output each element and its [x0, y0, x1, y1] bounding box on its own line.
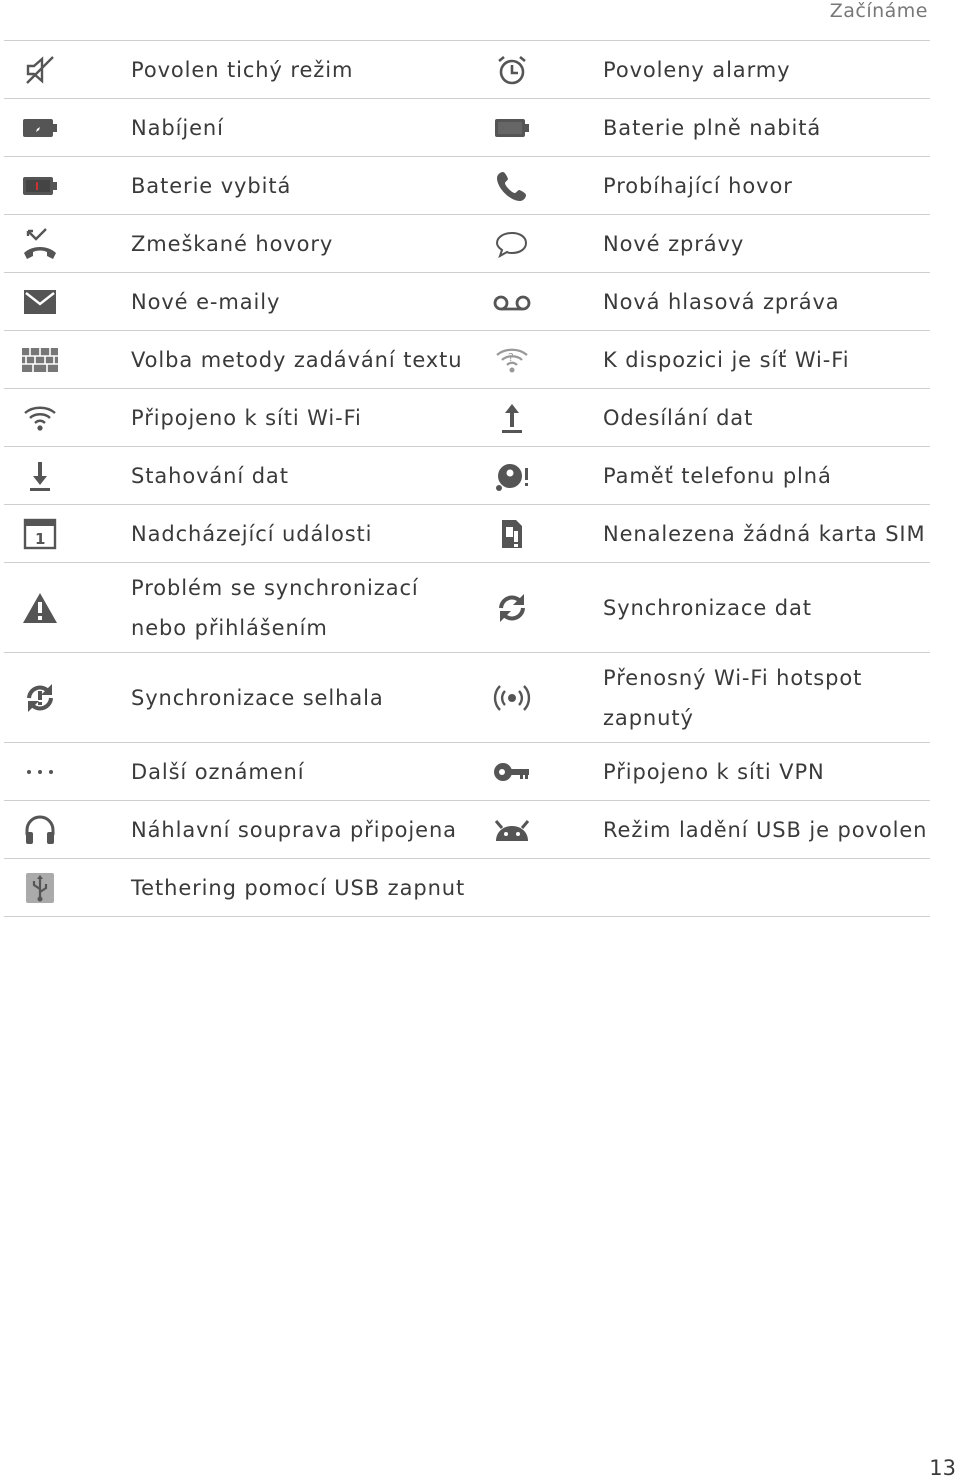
- table-cell: [476, 505, 930, 562]
- email-icon: [4, 289, 76, 315]
- svg-text:1: 1: [35, 529, 46, 548]
- table-cell: [4, 653, 476, 742]
- table-row: [4, 273, 930, 331]
- table-cell: [4, 859, 476, 916]
- table-cell: [476, 157, 930, 214]
- vpn-key-icon: [476, 760, 548, 784]
- alarm-icon: [476, 53, 548, 87]
- row-label: Náhlavní souprava připojena: [131, 817, 457, 842]
- table-cell-empty: [476, 859, 930, 916]
- row-label: Povolen tichý režim: [131, 57, 354, 82]
- storage-full-icon: [476, 459, 548, 493]
- table-cell: [476, 801, 930, 858]
- page-number: 13: [929, 1456, 956, 1480]
- table-row: [4, 157, 930, 215]
- table-cell: [4, 389, 476, 446]
- battery-charging-icon: [4, 116, 76, 140]
- table-cell: [4, 215, 476, 272]
- table-cell: [4, 447, 476, 504]
- row-label: Volba metody zadávání textu: [131, 347, 463, 372]
- table-row: [4, 653, 930, 743]
- svg-text:?: ?: [508, 350, 514, 364]
- hotspot-icon: [476, 681, 548, 715]
- row-label: Nadcházející události: [131, 521, 373, 546]
- table-cell: [476, 215, 930, 272]
- row-label: Nové e-maily: [131, 289, 281, 314]
- table-cell: [476, 41, 930, 98]
- usb-debug-icon: [476, 815, 548, 845]
- row-label: Připojeno k síti Wi-Fi: [131, 405, 362, 430]
- row-label: Synchronizace dat: [603, 595, 812, 620]
- row-label: Nenalezena žádná karta SIM: [603, 521, 926, 546]
- message-icon: [476, 229, 548, 259]
- call-icon: [476, 169, 548, 203]
- voicemail-icon: [476, 292, 548, 312]
- row-label: Zmeškané hovory: [131, 231, 334, 256]
- table-row: [4, 505, 930, 563]
- wifi-connected-icon: [4, 403, 76, 433]
- more-icon: [4, 767, 76, 777]
- table-row: [4, 743, 930, 801]
- row-label: Synchronizace selhala: [131, 685, 384, 710]
- row-label: Baterie vybitá: [131, 173, 292, 198]
- wifi-available-icon: [476, 345, 548, 375]
- table-row: [4, 215, 930, 273]
- table-cell: [4, 801, 476, 858]
- table-cell: [4, 99, 476, 156]
- table-cell: [476, 743, 930, 800]
- row-label: K dispozici je síť Wi-Fi: [603, 347, 850, 372]
- table-cell: [476, 273, 930, 330]
- row-label: Připojeno k síti VPN: [603, 759, 825, 784]
- row-label: Stahování dat: [131, 463, 289, 488]
- silent-mode-icon: [4, 53, 76, 87]
- row-label: Probíhající hovor: [603, 173, 793, 198]
- table-row: [4, 389, 930, 447]
- table-cell: [476, 99, 930, 156]
- row-label: Nové zprávy: [603, 231, 745, 256]
- section-header: Začínáme: [829, 0, 928, 22]
- calendar-icon: [4, 517, 76, 551]
- keyboard-icon: [4, 347, 76, 373]
- headset-icon: [4, 813, 76, 847]
- upload-icon: [476, 401, 548, 435]
- row-label: Problém se synchronizací nebo přihlášením: [131, 575, 419, 640]
- row-label: Přenosný Wi-Fi hotspot zapnutý: [603, 665, 863, 730]
- row-label: Režim ladění USB je povolen: [603, 817, 928, 842]
- row-label: Nabíjení: [131, 115, 224, 140]
- table-cell: [4, 41, 476, 98]
- row-label: Nová hlasová zpráva: [603, 289, 840, 314]
- table-cell: [476, 389, 930, 446]
- table-cell: [4, 157, 476, 214]
- usb-tethering-icon: [4, 871, 76, 905]
- table-row: [4, 41, 930, 99]
- row-label: Další oznámení: [131, 759, 305, 784]
- no-sim-icon: [476, 517, 548, 551]
- table-row: [4, 99, 930, 157]
- table-row: [4, 859, 930, 917]
- row-label: Baterie plně nabitá: [603, 115, 822, 140]
- sync-icon: [476, 591, 548, 625]
- row-label: Odesílání dat: [603, 405, 754, 430]
- table-cell: [4, 273, 476, 330]
- battery-full-icon: [476, 116, 548, 140]
- sync-problem-icon: [4, 591, 76, 625]
- table-row: [4, 331, 930, 389]
- row-label: Paměť telefonu plná: [603, 463, 832, 488]
- table-row: [4, 447, 930, 505]
- table-row: [4, 563, 930, 653]
- missed-call-icon: [4, 227, 76, 261]
- table-cell: [4, 743, 476, 800]
- battery-low-icon: [4, 174, 76, 198]
- status-icons-table: [4, 40, 930, 917]
- row-label: Tethering pomocí USB zapnut: [131, 875, 466, 900]
- table-cell: [4, 331, 476, 388]
- table-cell: [4, 563, 476, 652]
- table-cell: [476, 331, 930, 388]
- table-cell: [476, 653, 930, 742]
- table-cell: [476, 447, 930, 504]
- row-label: Povoleny alarmy: [603, 57, 791, 82]
- table-cell: [476, 563, 930, 652]
- table-cell: [4, 505, 476, 562]
- sync-failed-icon: [4, 681, 76, 715]
- table-row: [4, 801, 930, 859]
- download-icon: [4, 459, 76, 493]
